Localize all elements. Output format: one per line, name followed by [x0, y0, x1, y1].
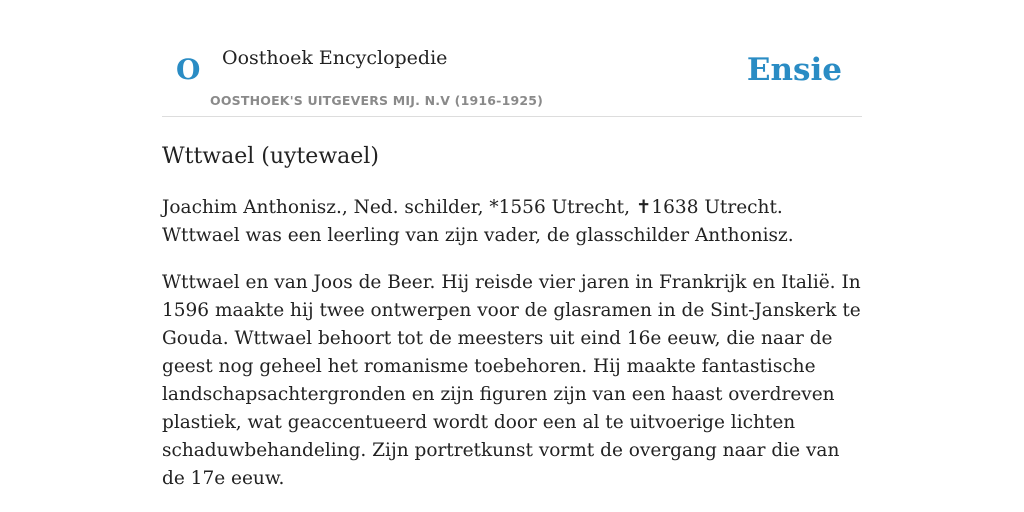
ensie-home-link[interactable]: Ensie: [746, 52, 842, 88]
page-container: [162, 0, 862, 493]
article-title: Wttwael (uytewael): [162, 144, 379, 169]
page-header: [162, 0, 862, 117]
book-title[interactable]: Oosthoek Encyclopedie: [222, 47, 448, 69]
article-body: [162, 194, 862, 493]
publisher-label: OOSTHOEK'S UITGEVERS MIJ. N.V (1916-1925): [210, 93, 544, 108]
article-paragraph: Wttwael en van Joos de Beer. Hij reisde vier jaren in Frankrijk en Italië. In 1596 maakte hij twee ontwerpen voor de glasramen in de Sint-Janskerk te Gouda. Wttwael behoort tot de meesters uit eind 16e eeuw, die naar de geest nog geheel het romanisme toebehoren. Hij maakte fantastische landschapsachtergronden en zijn figuren zijn van een haast overdreven plastiek, wat geaccentueerd wordt door een al te uitvoerige lichten schaduwbehandeling. Zijn portretkunst vormt de overgang naar die van de 17e eeuw.: [162, 272, 861, 489]
book-logo-icon[interactable]: O: [176, 53, 201, 86]
article-paragraph: Joachim Anthonisz., Ned. schilder, *1556 Utrecht, ✝1638 Utrecht. Wttwael was een leerling van zijn vader, de glasschilder Anthonisz.: [162, 197, 794, 246]
